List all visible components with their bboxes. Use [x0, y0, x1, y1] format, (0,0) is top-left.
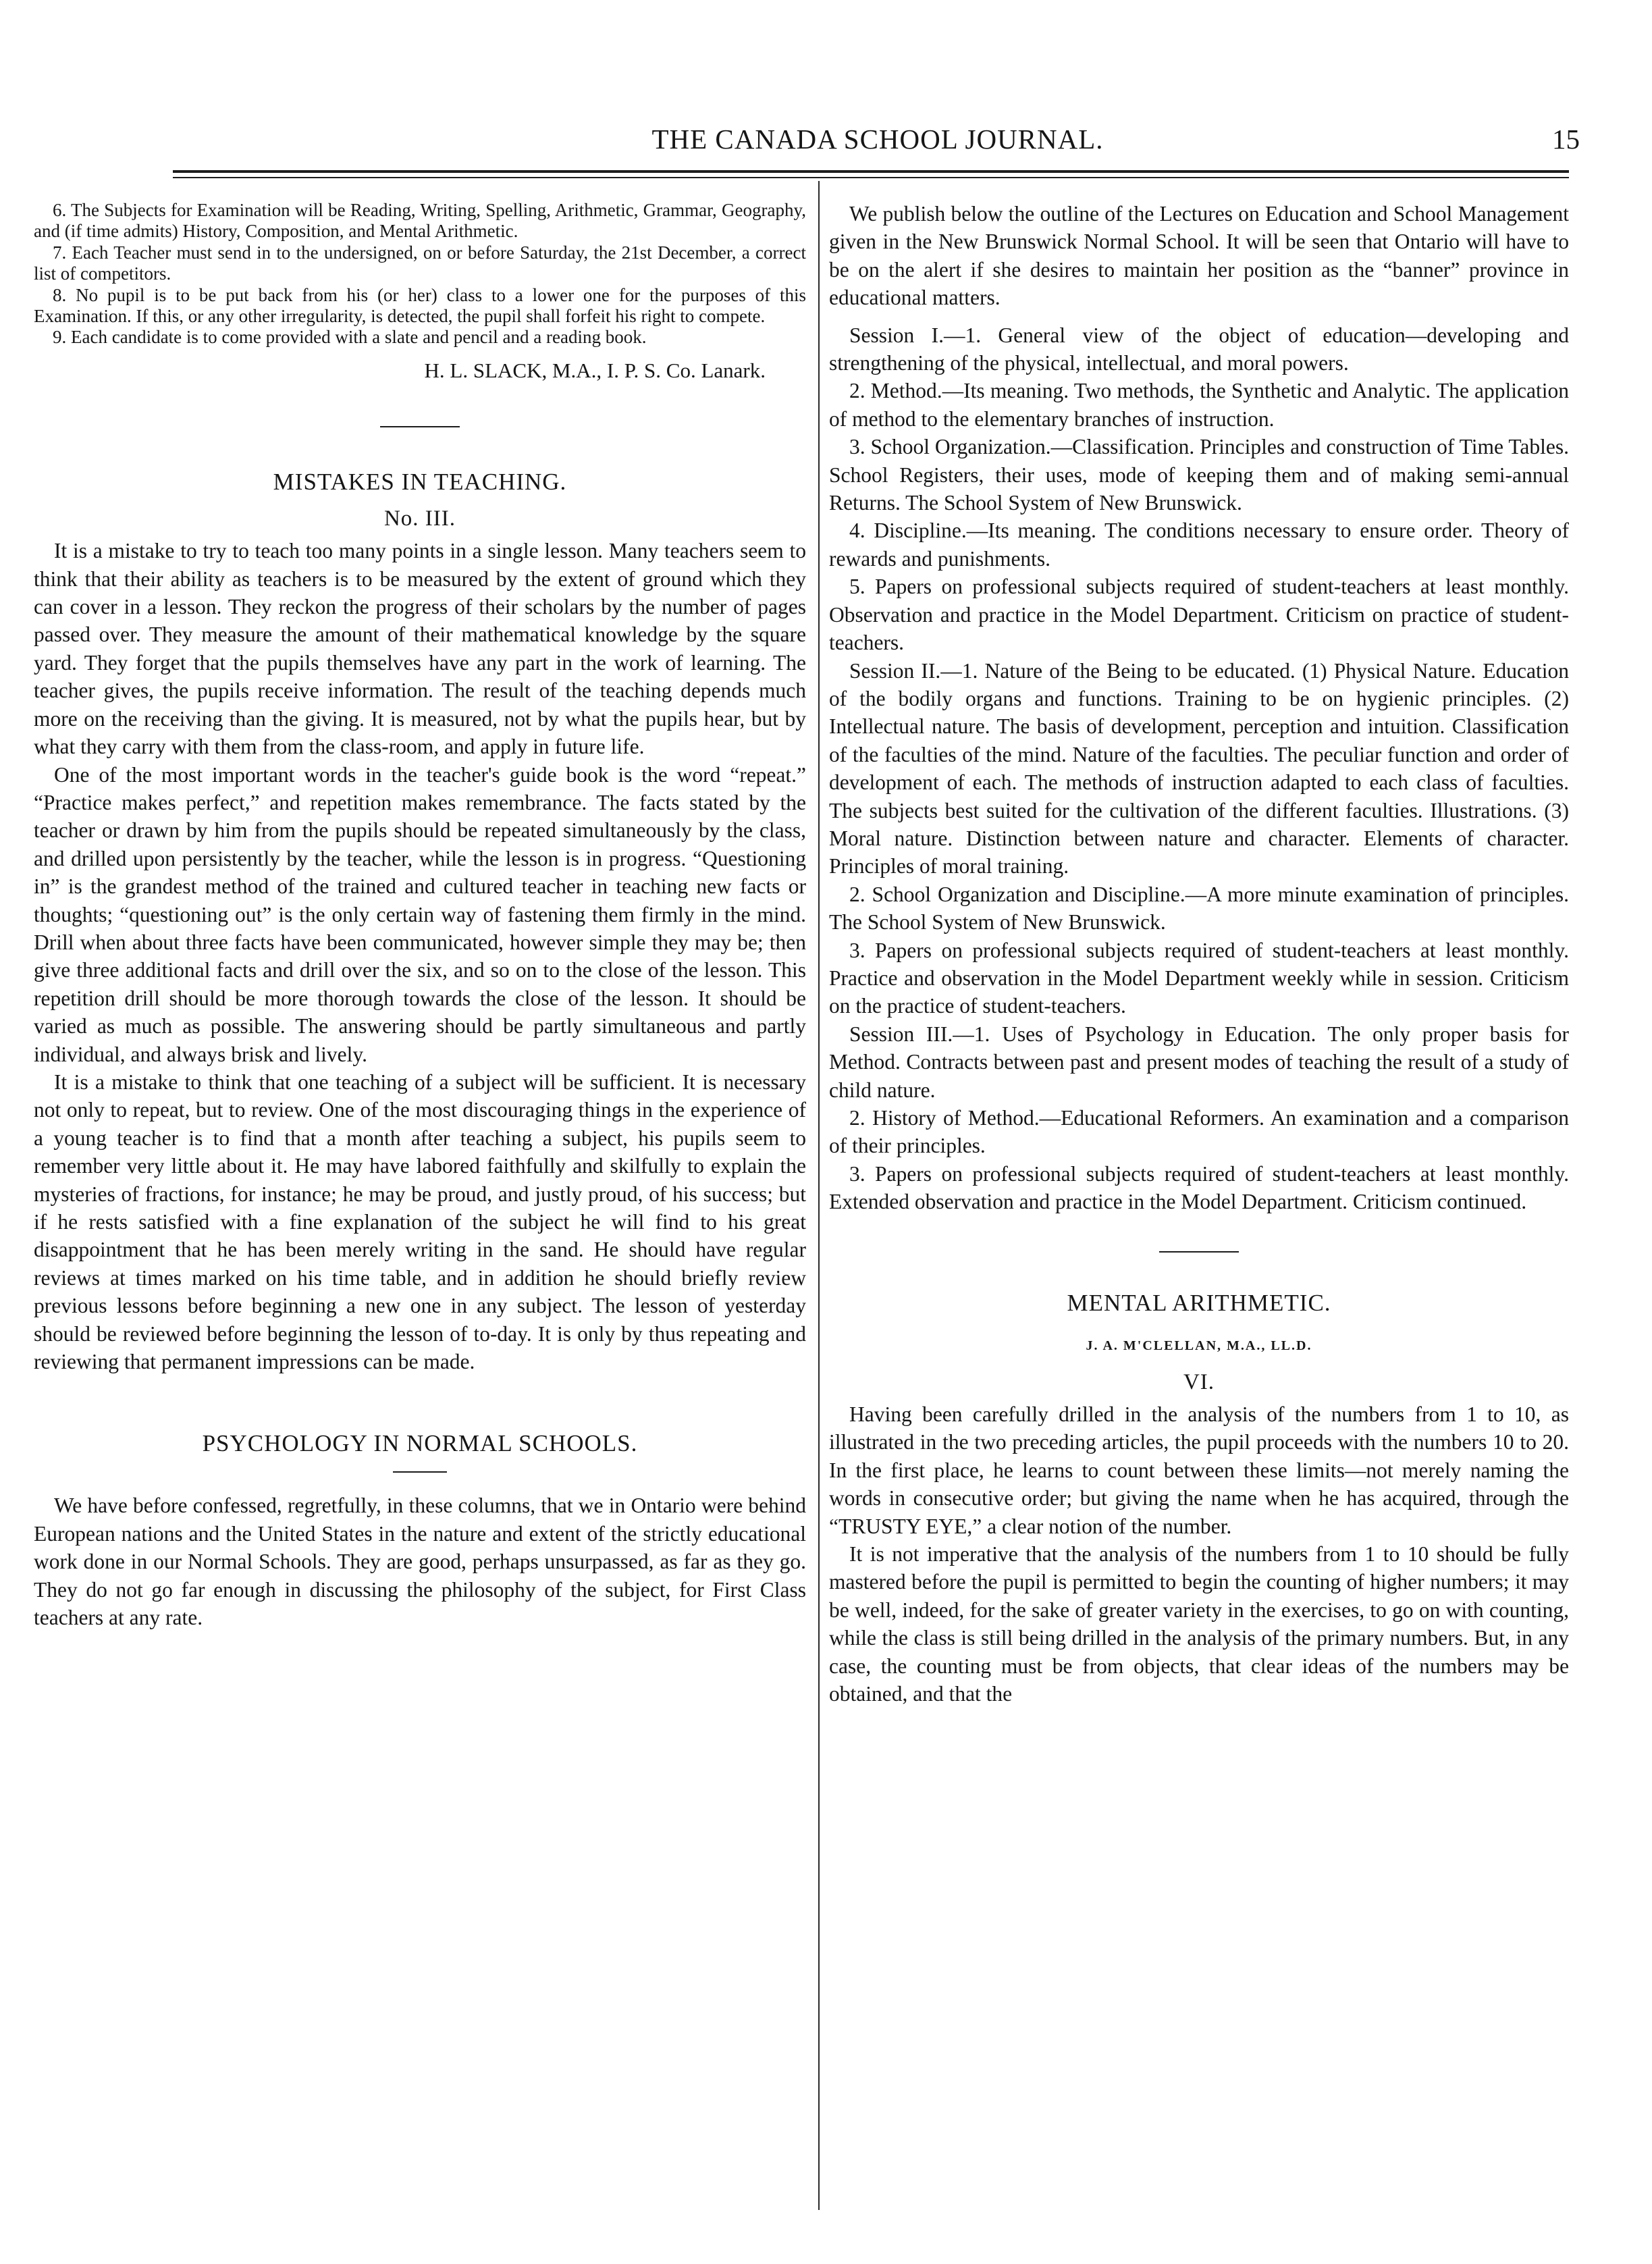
session-item: Session II.—1. Nature of the Being to be educated. (1) Physical Nature. Education of the bodily organs and functions. Training to be on hygienic principles. (2) Intellectual nature. The basis of development, perception and intuition. Classification of the faculties of the mind. Nature of the faculties. The peculiar function and order of development of each. The methods of instruction adapted to each class of faculties. The subjects best suited for the cultivation of the different faculties. Illustrations. (3) Moral nature. Distinction between nature and character. Elements of character. Principles of moral training. — [829, 658, 1569, 878]
regulation-item: 9. Each candidate is to come provided with a slate and pencil and a reading book. — [53, 327, 647, 348]
article-paragraph: One of the most important words in the teacher's guide book is the word “repeat.” “Practice makes perfect,” and repetition makes remembrance. The facts stated by the teacher or drawn by him from the pupils should be repeated simultaneously by the class, and drilled upon persistently by the teacher, while the lesson is in progress. “Questioning in” is the grandest method of the trained and cultured teacher in teaching new facts or thoughts; “questioning out” is the only certain way of fastening them firmly in the mind. Drill when about three facts have been communicated, however simple they may be; then give three additional facts and drill over the six, and so on to the close of the lesson. This repetition drill should be more thorough towards the close of the lesson. It should be varied as much as possible. The answering should be partly simultaneous and partly individual, and always brisk and lively. — [34, 762, 806, 1066]
session-item: 4. Discipline.—Its meaning. The conditions necessary to ensure order. Theory of rewards and punishments. — [829, 519, 1569, 571]
session-item: 3. Papers on professional subjects required of student-teachers at least monthly. Extended observation and practice in the Model Department. Criticism continued. — [829, 1161, 1569, 1214]
session-item: 2. History of Method.—Educational Reformers. An examination and a comparison of their principles. — [829, 1106, 1569, 1158]
lectures-intro: We publish below the outline of the Lectures on Education and School Management given in the New Brunswick Normal School. It will be seen that Ontario will have to be on the alert if she desires to maintain her position as the “banner” province in educational matters. — [829, 202, 1569, 310]
session-item: 5. Papers on professional subjects required of student-teachers at least monthly. Observation and practice in the Model Department. Criticism on practice of student-teachers. — [829, 575, 1569, 655]
masthead: THE CANADA SCHOOL JOURNAL. — [651, 124, 1104, 155]
session-item: Session III.—1. Uses of Psychology in Education. The only proper basis for Method. Contracts between past and present modes of teaching the result of a study of child nature. — [829, 1022, 1569, 1102]
examination-regulations — [34, 200, 806, 348]
session-item: Session I.—1. General view of the object of education—developing and strengthening of the physical, intellectual, and moral powers. — [829, 323, 1569, 375]
paragraph-gap — [829, 312, 1569, 321]
regulation-item: 8. No pupil is to be put back from his (or her) class to a lower one for the purposes of this Examination. If this, or any other irregularity, is detected, the pupil shall forfeit his right to compete. — [34, 284, 806, 327]
header-rule-thin — [173, 177, 1569, 178]
signature: H. L. SLACK, M.A., I. P. S. Co. Lanark. — [424, 358, 766, 382]
article-paragraph: It is a mistake to think that one teaching of a subject will be sufficient. It is necessary not only to repeat, but to review. One of the most discouraging things in the experience of a young teacher is to find that a month after teaching a subject, his pupils seem to remember very little about it. He may have labored faithfully and skilfully to explain the mysteries of fractions, for instance; he may be proud, and justly proud, of his success; but if he rests satisfied with a fine explanation of the subject he will find to his great disappointment that he has been merely writing in the sand. He should have regular reviews at times marked on his time table, and in addition he should briefly review previous lessons before beginning a new one in any subject. The lesson of yesterday should be reviewed before beginning the lesson of to-day. It is only by thus repeating and reviewing that permanent impressions can be made. — [34, 1070, 806, 1374]
running-head — [176, 123, 1580, 163]
section-rule — [1159, 1251, 1239, 1253]
right-column — [829, 200, 1569, 1708]
regulation-item: 7. Each Teacher must send in to the undersigned, on or before Saturday, the 21st December, a correct list of competitors. — [34, 242, 806, 284]
session-item: 2. Method.—Its meaning. Two methods, the Synthetic and Analytic. The application of method to the elementary branches of instruction. — [829, 379, 1569, 431]
page-number: 15 — [1552, 124, 1580, 155]
article-paragraph: We have before confessed, regretfully, in these columns, that we in Ontario were behind European nations and the United States in the nature and extent of the strictly educational work done in our Normal Schools. They are good, perhaps unsurpassed, as far as they go. They do not go far enough in discussing the philosophy of the subject, for First Class teachers at any rate. — [34, 1494, 806, 1630]
article-title-psychology: PSYCHOLOGY IN NORMAL SCHOOLS. — [202, 1430, 638, 1457]
article-title-mistakes: MISTAKES IN TEACHING. — [273, 469, 567, 496]
article-byline: J. A. M'CLELLAN, M.A., LL.D. — [1086, 1338, 1312, 1353]
article-paragraph: Having been carefully drilled in the analysis of the numbers from 1 to 10, as illustrated in the two preceding articles, the pupil proceeds with the numbers 10 to 20. In the first place, he learns to count between these limits—not merely naming the words in consecutive order; but giving the name when he has acquired, through the “TRUSTY EYE,” a clear notion of the number. — [829, 1402, 1569, 1538]
section-rule — [393, 1471, 447, 1473]
session-item: 3. School Organization.—Classification. Principles and construction of Time Tables. School Registers, their uses, mode of keeping them and of making semi-annual Returns. The School System of New Brunswick. — [829, 435, 1569, 515]
section-gap — [34, 1375, 806, 1428]
regulation-item: 6. The Subjects for Examination will be Reading, Writing, Spelling, Arithmetic, Grammar, Geography, and (if time admits) History, Composition, and Mental Arithmetic. — [34, 200, 806, 242]
section-rule — [380, 426, 460, 427]
header-rule-thick — [173, 170, 1569, 173]
article-paragraph: It is a mistake to try to teach too many points in a single lesson. Many teachers seem to think that their ability as teachers is to be measured by the extent of ground which they can cover in a lesson. They reckon the progress of their scholars by the number of pages passed over. They measure the amount of their mathematical knowledge by the square yard. They forget that the pupils themselves have any part in the work of learning. The teacher gives, the pupils receive information. The result of the teaching depends much more on the receiving than the giving. It is measured, not by what the pupils hear, but by what they carry with them from the class-room, and apply in future life. — [34, 539, 806, 759]
article-title-mental-arithmetic: MENTAL ARITHMETIC. — [1067, 1289, 1331, 1316]
session-item: 2. School Organization and Discipline.—A more minute examination of principles. The School System of New Brunswick. — [829, 882, 1569, 934]
article-paragraph: It is not imperative that the analysis of the numbers from 1 to 10 should be fully mastered before the pupil is permitted to begin the counting of higher numbers; it may be well, indeed, for the sake of greater variety in the exercises, to go on with counting, while the class is still being drilled in the analysis of the primary numbers. But, in any case, the counting must be from objects, that clear ideas of the numbers may be obtained, and that the — [829, 1542, 1569, 1706]
article-number: No. III. — [383, 506, 456, 531]
article-number: VI. — [1183, 1370, 1215, 1395]
column-divider — [818, 181, 820, 2210]
session-item: 3. Papers on professional subjects required of student-teachers at least monthly. Practice and observation in the Model Department weekly while in session. Criticism on the practice of student-teachers. — [829, 938, 1569, 1018]
left-column — [34, 200, 806, 1631]
